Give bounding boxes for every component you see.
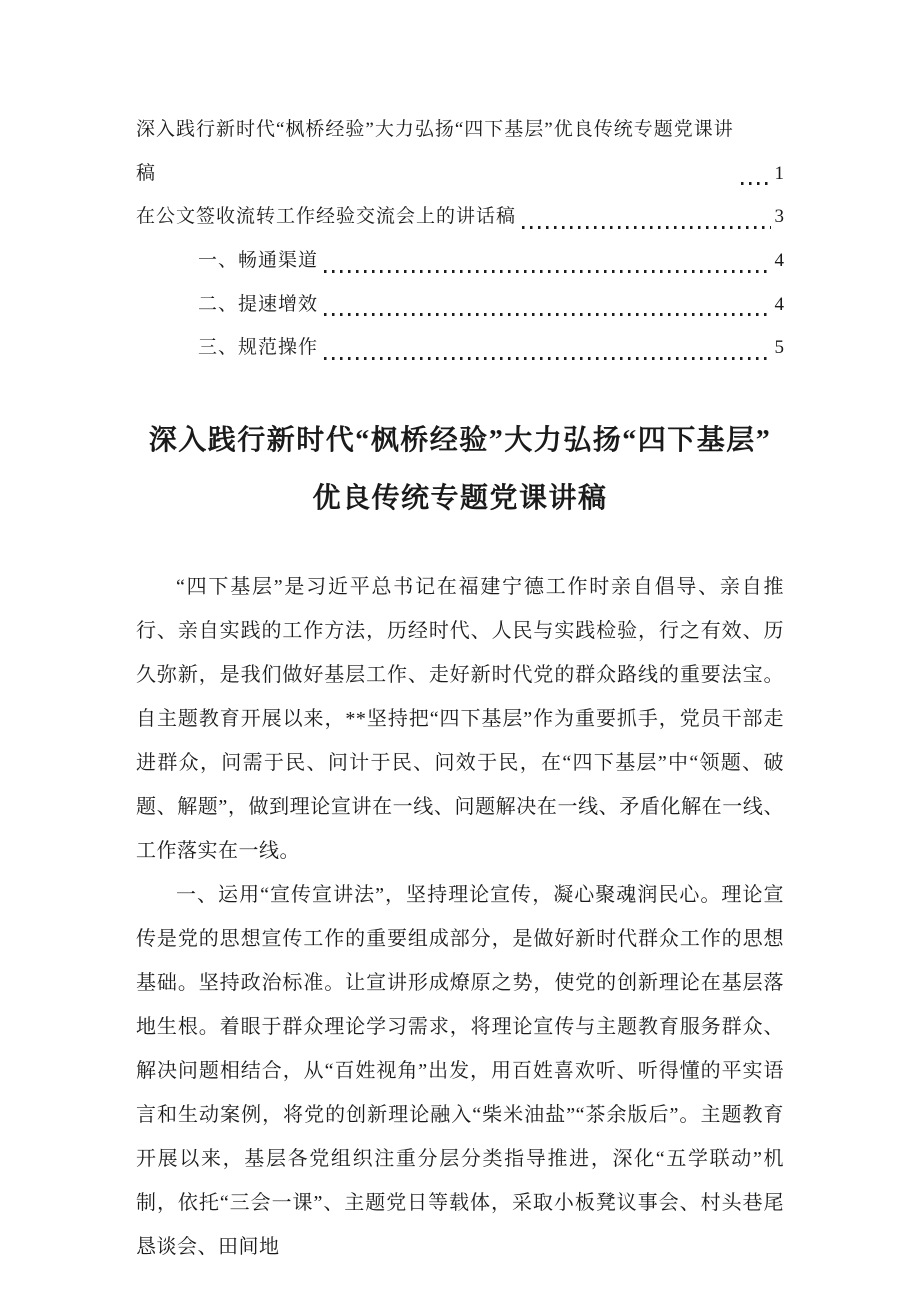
toc-dot-leader [741,182,770,185]
toc-entry-text: 深入践行新时代“枫桥经验”大力弘扬“四下基层”优良传统专题党课讲稿 [136,119,734,184]
document-title-line2: 优良传统专题党课讲稿 [312,482,608,514]
toc-entry[interactable] [136,195,784,239]
toc-entry-text: 三、规范操作 [198,337,319,359]
document-title [136,412,784,527]
toc-dot-leader [324,313,770,316]
toc-page-number: 3 [774,206,784,228]
toc-entry-text: 二、提速增效 [198,293,319,315]
table-of-contents [136,108,784,370]
toc-entry[interactable] [136,108,784,195]
document-title-line1: 深入践行新时代“枫桥经验”大力弘扬“四下基层” [148,425,772,457]
toc-entry-text: 一、畅通渠道 [198,250,319,272]
toc-dot-leader [522,226,770,229]
toc-page-number: 1 [774,162,784,184]
toc-entry-text: 在公文签收流转工作经验交流会上的讲话稿 [136,206,517,228]
body-paragraph: 一、运用“宣传宣讲法”，坚持理论宣传，凝心聚魂润民心。理论宣传是党的思想宣传工作的重要组成部分，是做好新时代群众工作的思想基础。坚持政治标准。让宣讲形成燎原之势，使党的创新理论在基层落地生根。着眼于群众理论学习需求，将理论宣传与主题教育服务群众、解决问题相结合，从“百姓视角”出发，用百姓喜欢听、听得懂的平实语言和生动案例，将党的创新理论融入“柴米油盐”“茶余版后”。主题教育开展以来，基层各党组织注重分层分类指导推进，深化“五学联动”机制，依托“三会一课”、主题党日等载体，采取小板凳议事会、村头巷尾恳谈会、田间地 [136,883,784,1258]
toc-dot-leader [324,357,770,360]
body-paragraph: “四下基层”是习近平总书记在福建宁德工作时亲自倡导、亲自推行、亲自实践的工作方法，历经时代、人民与实践检验，行之有效、历久弥新，是我们做好基层工作、走好新时代党的群众路线的重要法宝。自主题教育开展以来，**坚持把“四下基层”作为重要抓手，党员干部走进群众，问需于民、问计于民、问效于民，在“四下基层”中“领题、破题、解题”，做到理论宣讲在一线、问题解决在一线、矛盾化解在一线、工作落实在一线。 [136,575,784,862]
toc-entry[interactable] [136,283,784,327]
toc-page-number: 4 [774,293,784,315]
toc-entry[interactable] [136,239,784,283]
toc-page-number: 4 [774,250,784,272]
document-body [136,565,784,1269]
toc-page-number: 5 [774,337,784,359]
toc-dot-leader [324,270,770,273]
toc-entry[interactable] [136,326,784,370]
